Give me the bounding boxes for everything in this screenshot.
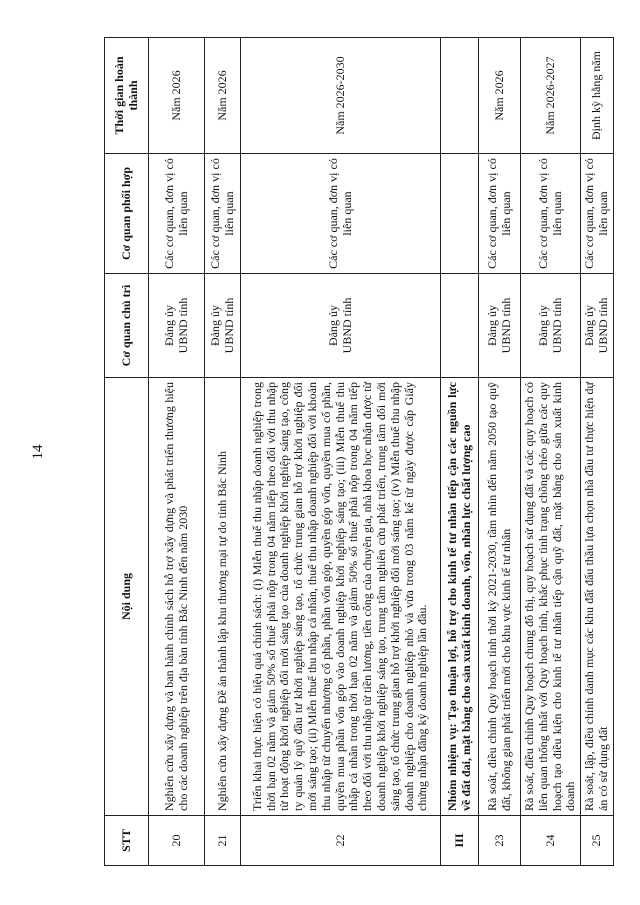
table-row: [581, 38, 614, 866]
row-content: Rà soát, lập, điều chỉnh danh mục các khu đất đấu thầu lựa chọn nhà đầu tư thực hiện dự án có sử dụng đất: [581, 378, 614, 816]
header-stt: STT: [105, 816, 149, 866]
row-lead-agency: [205, 274, 241, 378]
row-lead-agency: [479, 274, 521, 378]
section-number: III: [441, 816, 479, 866]
row-coordinating-agency: Các cơ quan, đơn vị có liên quan: [479, 154, 521, 274]
row-deadline: Định kỳ hằng năm: [581, 38, 614, 154]
row-stt: 25: [581, 816, 614, 866]
row-coordinating-agency: Các cơ quan, đơn vị có liên quan: [581, 154, 614, 274]
header-content: Nội dung: [105, 378, 149, 816]
lead-agency-line-2: UBND tỉnh: [339, 297, 354, 354]
row-content: Triển khai thực hiện có hiệu quả chính sách: (i) Miễn thuế thu nhập doanh nghiệp trong thời hạn 02 năm và giảm 50% số thuế phải nộp trong 04 năm tiếp theo đối với thu nhập từ hoạt động khởi nghiệp đổi mới sáng tạo của doanh nghiệp khởi nghiệp sáng tạo, công ty quản lý quỹ đầu tư khởi nghiệp sáng tạo, tổ chức trung gian hỗ trợ khởi nghiệp đổi mới sáng tạo; (ii) Miễn thuế thu nhập cá nhân, thuế thu nhập doanh nghiệp đối với khoản thu nhập từ chuyển nhượng cổ phần, phần vốn góp, quyền góp vốn, quyền mua cổ phần, quyền mua phần vốn góp vào doanh nghiệp khởi nghiệp sáng tạo; (iii) Miễn thuế thu nhập cá nhân trong thời hạn 02 năm và giảm 50% số thuế phải nộp trong 04 năm tiếp theo đối với thu nhập từ tiền lương, tiền công của chuyên gia, nhà khoa học nhận được từ doanh nghiệp khởi nghiệp sáng tạo, trung tâm nghiên cứu phát triển, trung tâm đổi mới sáng tạo, tổ chức trung gian hỗ trợ khởi nghiệp đổi mới sáng tạo; (iv) Miễn thuế thu nhập doanh nghiệp cho doanh nghiệp nhỏ và vừa trong 03 năm kể từ ngày được cấp Giấy chứng nhận đăng ký doanh nghiệp lần đầu.: [241, 378, 441, 816]
lead-agency-line-1: Đảng ủy: [582, 305, 597, 346]
row-stt: 24: [521, 816, 581, 866]
header-lead-agency: Cơ quan chủ trì: [105, 274, 149, 378]
section-empty-cell: [441, 274, 479, 378]
row-lead-agency: [149, 274, 205, 378]
lead-agency-line-1: Đảng ủy: [535, 305, 550, 346]
row-lead-agency: [581, 274, 614, 378]
table-row: [205, 38, 241, 866]
section-row: [441, 38, 479, 866]
row-stt: 23: [479, 816, 521, 866]
lead-agency-line-2: UBND tỉnh: [595, 297, 610, 354]
row-content: Rà soát, điều chỉnh Quy hoạch chung đô thị, quy hoạch sử dụng đất và các quy hoạch có liên quan thống nhất với Quy hoạch tỉnh, khắc phục tình trạng chồng chéo giữa các quy hoạch tạo điều kiện cho kinh tế tư nhân tiếp cận quỹ đất, mặt bằng cho sản xuất kinh doanh: [521, 378, 581, 816]
row-deadline: Năm 2026: [205, 38, 241, 154]
row-coordinating-agency: Các cơ quan, đơn vị có liên quan: [149, 154, 205, 274]
lead-agency-line-2: UBND tỉnh: [549, 297, 564, 354]
task-table: [104, 37, 614, 866]
table-row: [241, 38, 441, 866]
lead-agency-line-1: Đảng ủy: [325, 305, 340, 346]
row-deadline: Năm 2026: [149, 38, 205, 154]
table-row: [479, 38, 521, 866]
row-lead-agency: [521, 274, 581, 378]
lead-agency-line-1: Đảng ủy: [161, 305, 176, 346]
table-row: [149, 38, 205, 866]
table-row: [521, 38, 581, 866]
lead-agency-line-2: UBND tỉnh: [498, 297, 513, 354]
row-coordinating-agency: Các cơ quan, đơn vị có liên quan: [241, 154, 441, 274]
row-deadline: Năm 2026-2027: [521, 38, 581, 154]
row-content: Nghiên cứu xây dựng và ban hành chính sách hỗ trợ xây dựng và phát triển thương hiệu cho các doanh nghiệp trên địa bàn tỉnh Bắc Ninh đến năm 2030: [149, 378, 205, 816]
table-header-row: [105, 38, 149, 866]
lead-agency-line-1: Đảng ủy: [484, 305, 499, 346]
header-deadline: Thời gian hoàn thành: [105, 38, 149, 154]
row-content: Rà soát, điều chỉnh Quy hoạch tỉnh thời kỳ 2021-2030, tầm nhìn đến năm 2050 tạo quỹ đất, không gian phát triển mới cho khu vực kinh tế tư nhân: [479, 378, 521, 816]
row-coordinating-agency: Các cơ quan, đơn vị có liên quan: [205, 154, 241, 274]
row-stt: 22: [241, 816, 441, 866]
row-lead-agency: [241, 274, 441, 378]
row-coordinating-agency: Các cơ quan, đơn vị có liên quan: [521, 154, 581, 274]
section-empty-cell: [441, 154, 479, 274]
row-deadline: Năm 2026-2030: [241, 38, 441, 154]
lead-agency-line-2: UBND tỉnh: [221, 297, 236, 354]
lead-agency-line-1: Đảng ủy: [207, 305, 222, 346]
lead-agency-line-2: UBND tỉnh: [175, 297, 190, 354]
row-content: Nghiên cứu xây dựng Đề án thành lập khu thương mại tự do tỉnh Bắc Ninh: [205, 378, 241, 816]
rotated-table-container: [104, 38, 610, 866]
row-stt: 20: [149, 816, 205, 866]
section-title: Nhóm nhiệm vụ: Tạo thuận lợi, hỗ trợ cho kinh tế tư nhân tiếp cận các nguồn lực về đất đai, mặt bằng cho sản xuất kinh doanh, vốn, nhân lực chất lượng cao: [441, 378, 479, 816]
row-deadline: Năm 2026: [479, 38, 521, 154]
page-number: 14: [30, 444, 46, 460]
section-empty-cell: [441, 38, 479, 154]
header-coordinating-agency: Cơ quan phối hợp: [105, 154, 149, 274]
row-stt: 21: [205, 816, 241, 866]
